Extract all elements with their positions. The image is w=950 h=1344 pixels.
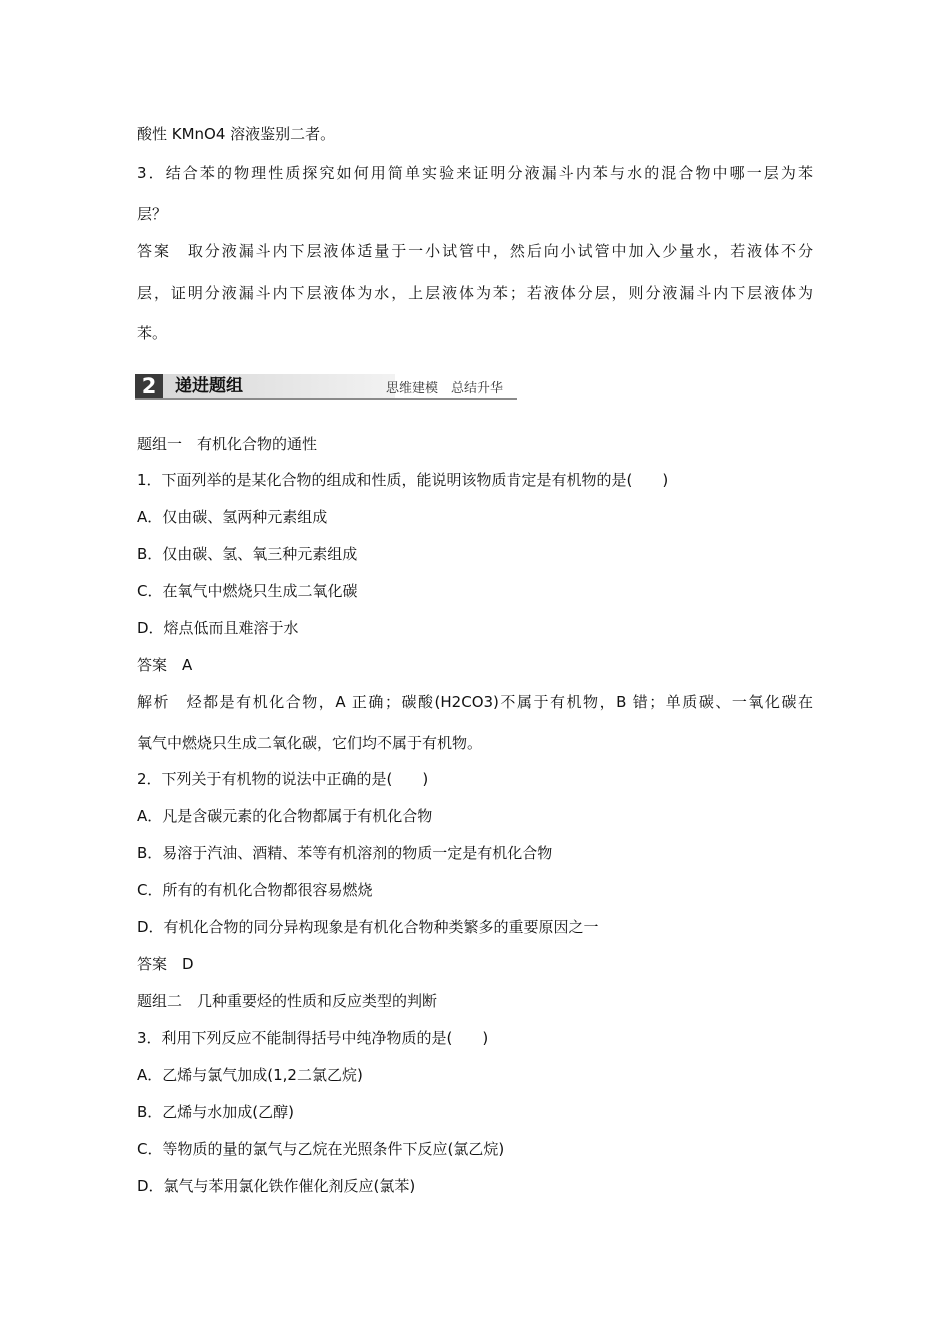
answer-2: 答案 D <box>137 955 194 973</box>
answer-1: 答案 A <box>137 656 193 674</box>
question-3-line-1: 3．结合苯的物理性质探究如何用简单实验来证明分液漏斗内苯与水的混合物中哪一层为苯 <box>137 164 813 182</box>
group-title-2: 题组二 几种重要烃的性质和反应类型的判断 <box>137 992 438 1010</box>
option-2b: B．易溶于汽油、酒精、苯等有机溶剂的物质一定是有机化合物 <box>137 844 553 862</box>
answer-line-2: 层，证明分液漏斗内下层液体为水，上层液体为苯；若液体分层，则分液漏斗内下层液体为 <box>137 284 813 302</box>
text-line: 酸性 KMnO4 溶液鉴别二者。 <box>137 125 336 143</box>
answer-line-3: 苯。 <box>137 324 168 342</box>
section-underline <box>135 398 517 400</box>
option-2c: C．所有的有机化合物都很容易燃烧 <box>137 881 373 899</box>
option-3b: B．乙烯与水加成(乙醇) <box>137 1103 294 1121</box>
answer-line-1: 答案 取分液漏斗内下层液体适量于一小试管中，然后向小试管中加入少量水，若液体不分 <box>137 242 813 260</box>
option-2d: D．有机化合物的同分异构现象是有机化合物种类繁多的重要原因之一 <box>137 918 599 936</box>
option-3a: A．乙烯与氯气加成(1,2二氯乙烷) <box>137 1066 363 1084</box>
option-1b: B．仅由碳、氢、氧三种元素组成 <box>137 545 358 563</box>
option-1c: C．在氧气中燃烧只生成二氧化碳 <box>137 582 358 600</box>
explanation-1-line-2: 氧气中燃烧只生成二氧化碳，它们均不属于有机物。 <box>137 734 483 752</box>
option-1a: A．仅由碳、氢两种元素组成 <box>137 508 328 526</box>
group-title-1: 题组一 有机化合物的通性 <box>137 435 318 453</box>
question-3: 3．利用下列反应不能制得括号中纯净物质的是( ) <box>137 1029 489 1047</box>
option-1d: D．熔点低而且难溶于水 <box>137 619 299 637</box>
question-2: 2．下列关于有机物的说法中正确的是( ) <box>137 770 429 788</box>
section-banner <box>135 374 517 404</box>
section-number: 2 <box>141 374 157 398</box>
option-3c: C．等物质的量的氯气与乙烷在光照条件下反应(氯乙烷) <box>137 1140 505 1158</box>
section-subtitle: 思维建模 总结升华 <box>386 381 504 396</box>
question-1: 1．下面列举的是某化合物的组成和性质，能说明该物质肯定是有机物的是( ) <box>137 471 669 489</box>
question-3-line-2: 层？ <box>137 205 168 223</box>
option-3d: D．氯气与苯用氯化铁作催化剂反应(氯苯) <box>137 1177 416 1195</box>
option-2a: A．凡是含碳元素的化合物都属于有机化合物 <box>137 807 433 825</box>
section-title: 递进题组 <box>175 376 243 396</box>
explanation-1-line-1: 解析 烃都是有机化合物，A 正确；碳酸(H2CO3)不属于有机物，B 错；单质碳、一氧化碳在 <box>137 693 813 711</box>
